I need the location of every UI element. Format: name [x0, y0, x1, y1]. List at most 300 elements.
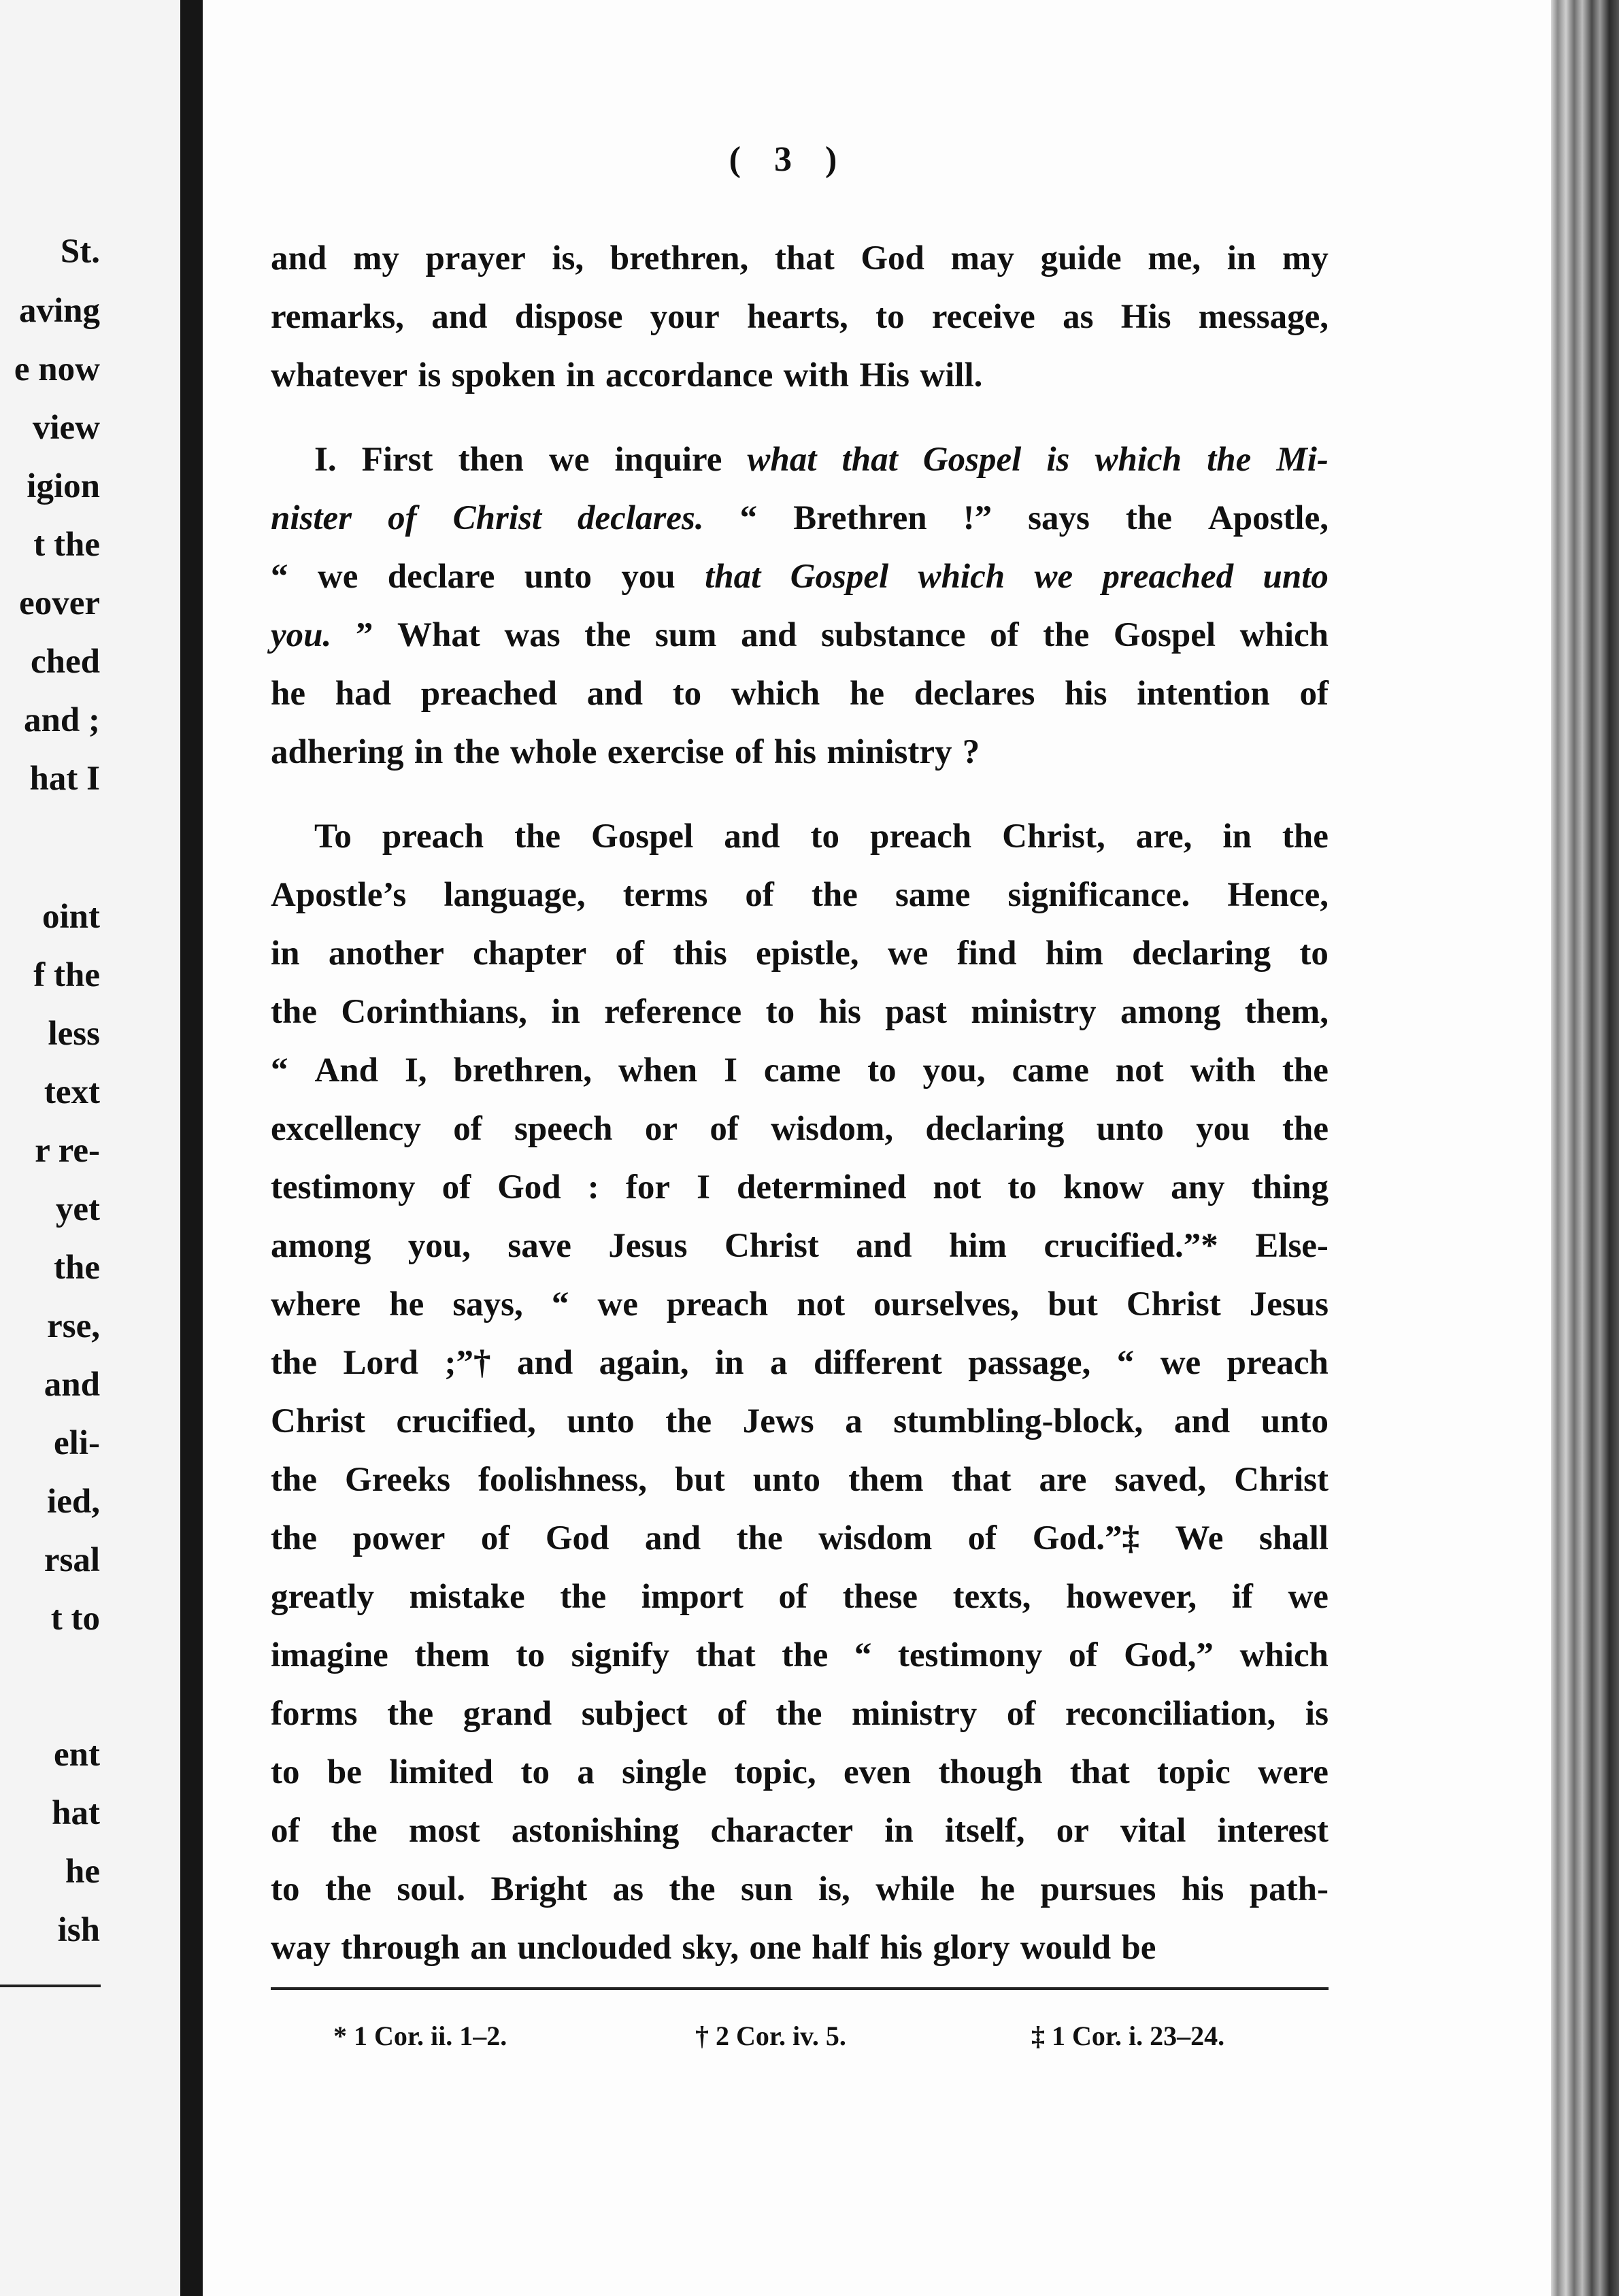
text-line — [271, 288, 1329, 346]
word: of — [717, 1695, 746, 1733]
word: know — [1063, 1168, 1144, 1206]
word: to — [867, 1051, 897, 1090]
word: interest — [1217, 1812, 1329, 1850]
word: Brethren — [793, 499, 927, 537]
word: one — [749, 1929, 801, 1967]
word: again, — [599, 1344, 689, 1382]
text-line — [271, 1158, 1329, 1217]
word: remarks, — [271, 298, 404, 336]
word: preach — [382, 817, 484, 856]
word: of — [441, 1168, 471, 1206]
facing-page-line: he — [65, 1853, 100, 1891]
italic-word: which — [918, 558, 1005, 596]
word: whole — [510, 733, 597, 771]
page-edge — [1551, 0, 1619, 2296]
word: ministry — [827, 733, 952, 771]
word: passage, — [968, 1344, 1091, 1382]
word: the — [271, 993, 317, 1031]
facing-page-line: hat I — [29, 760, 100, 798]
facing-page-line: the — [54, 1249, 100, 1287]
word: God,” — [1124, 1636, 1214, 1674]
facing-page-line: eover — [19, 584, 100, 622]
word: save — [507, 1227, 571, 1265]
word: “ — [854, 1636, 872, 1674]
word: determined — [737, 1168, 907, 1206]
word: brethren, — [610, 239, 749, 277]
word: God.”‡ — [1032, 1519, 1140, 1557]
italic-word: Gospel — [922, 441, 1022, 479]
word: the — [271, 1461, 317, 1499]
text-line — [271, 1392, 1329, 1451]
word: the — [1282, 817, 1329, 856]
word: topic — [1157, 1753, 1231, 1791]
word: to — [520, 1753, 550, 1791]
word: glory — [933, 1929, 1010, 1967]
word: : — [587, 1168, 599, 1206]
word: that — [951, 1461, 1012, 1499]
facing-page-line: eli- — [54, 1424, 100, 1462]
facing-page-line: oint — [41, 898, 100, 936]
word: of — [967, 1519, 997, 1557]
word: the — [811, 876, 858, 914]
word: Jesus — [608, 1227, 688, 1265]
word: to — [875, 298, 905, 336]
word: itself, — [945, 1812, 1025, 1850]
word: declares — [914, 675, 1035, 713]
word: unto — [524, 558, 592, 596]
facing-page-line: f the — [33, 956, 100, 994]
word: “ — [271, 558, 288, 596]
facing-page-line: ish — [57, 1911, 100, 1949]
word: my — [1282, 239, 1329, 277]
word: which — [731, 675, 820, 713]
word: among — [1120, 993, 1221, 1031]
facing-page-line: hat — [52, 1794, 100, 1832]
word: in — [1222, 817, 1252, 856]
word: “ — [271, 1051, 288, 1090]
word: adhering — [271, 733, 404, 771]
italic-word: we — [1034, 558, 1073, 596]
word: and — [741, 616, 797, 654]
text-line — [271, 1685, 1329, 1743]
word: in — [551, 993, 580, 1031]
word: And — [314, 1051, 378, 1090]
word: and — [431, 298, 488, 336]
word: “ — [551, 1285, 569, 1323]
word: his — [880, 1929, 922, 1967]
word: the — [782, 1636, 829, 1674]
word: the — [665, 1402, 712, 1440]
word: past — [885, 993, 947, 1031]
word: foolishness, — [478, 1461, 647, 1499]
word: ;”† — [444, 1344, 491, 1382]
body-text — [271, 229, 1329, 1977]
word: epistle, — [756, 934, 859, 973]
word: will. — [920, 356, 983, 394]
word: is, — [552, 239, 584, 277]
word: you — [621, 558, 675, 596]
word: of — [615, 934, 645, 973]
word: ourselves, — [873, 1285, 1020, 1323]
word: grand — [463, 1695, 552, 1733]
word: an — [470, 1929, 507, 1967]
word: Greeks — [345, 1461, 450, 1499]
word: power — [352, 1519, 446, 1557]
word: To — [314, 817, 352, 856]
word: are, — [1135, 817, 1192, 856]
word: Hence, — [1227, 876, 1329, 914]
word: of — [1006, 1695, 1036, 1733]
word: but — [1048, 1285, 1098, 1323]
facing-page-line: less — [48, 1015, 100, 1053]
word: His — [1120, 298, 1171, 336]
word: the — [514, 817, 561, 856]
facing-page-footnote-rule — [0, 1985, 101, 1987]
text-line — [271, 807, 1329, 866]
word: Christ — [1234, 1461, 1329, 1499]
word: preach — [869, 817, 972, 856]
text-line — [271, 547, 1329, 606]
word: Christ — [724, 1227, 819, 1265]
word: another — [328, 934, 444, 973]
facing-page-line: rsal — [44, 1541, 100, 1579]
footnote-2: † 2 Cor. iv. 5. — [695, 2021, 846, 2051]
word: vital — [1120, 1812, 1186, 1850]
word: preach — [666, 1285, 769, 1323]
word: pursues — [1040, 1870, 1156, 1908]
italic-word: which — [1095, 441, 1182, 479]
word: God — [545, 1519, 610, 1557]
word: ministry — [852, 1695, 978, 1733]
word: way — [271, 1929, 331, 1967]
word: hearts, — [747, 298, 848, 336]
word: as — [1063, 298, 1094, 336]
word: if — [1231, 1578, 1253, 1616]
word: Christ — [1126, 1285, 1221, 1323]
word: preached — [420, 675, 557, 713]
word: receive — [931, 298, 1035, 336]
word: to — [516, 1636, 545, 1674]
word: him — [1045, 934, 1103, 973]
text-line — [271, 1860, 1329, 1919]
text-line — [271, 983, 1329, 1041]
word: Jews — [742, 1402, 814, 1440]
word: topic, — [734, 1753, 816, 1791]
word: prayer — [425, 239, 526, 277]
word: guide — [1040, 239, 1122, 277]
word: in — [566, 356, 595, 394]
word: says — [1028, 499, 1090, 537]
word: Christ, — [1002, 817, 1105, 856]
word: import — [641, 1578, 744, 1616]
word: the — [1282, 1110, 1329, 1148]
word: we — [1288, 1578, 1329, 1616]
word: What — [397, 616, 480, 654]
word: I, — [404, 1051, 427, 1090]
word: in — [271, 934, 300, 973]
word: ? — [962, 733, 980, 771]
word: while — [875, 1870, 955, 1908]
word: shall — [1258, 1519, 1329, 1557]
word: crucified, — [396, 1402, 536, 1440]
facing-page-line: e now — [14, 350, 100, 388]
word: to — [765, 993, 795, 1031]
word: and — [516, 1344, 573, 1382]
word: and — [856, 1227, 912, 1265]
italic-word: is — [1046, 441, 1070, 479]
facing-page-line: and — [44, 1366, 100, 1404]
footnote-rule — [271, 1987, 1329, 1990]
word: we — [887, 934, 929, 973]
word: of — [734, 733, 764, 771]
facing-page-line: igion — [27, 467, 100, 505]
facing-page-line: ied, — [47, 1483, 100, 1521]
word: he — [850, 675, 885, 713]
page-gutter — [180, 0, 203, 2296]
word: significance. — [1007, 876, 1190, 914]
facing-page-line: and ; — [24, 701, 100, 739]
word: is — [418, 356, 441, 394]
word: that — [695, 1636, 756, 1674]
italic-word: the — [1207, 441, 1252, 479]
italic-word: Christ — [452, 499, 542, 537]
word: brethren, — [453, 1051, 592, 1090]
word: God — [861, 239, 924, 277]
facing-page-line: ent — [54, 1736, 100, 1774]
facing-page-line: yet — [55, 1190, 100, 1228]
word: then — [458, 441, 524, 479]
word: inquire — [614, 441, 722, 479]
facing-page-line: rse, — [47, 1307, 100, 1345]
word: unto — [1096, 1110, 1164, 1148]
word: but — [675, 1461, 725, 1499]
word: find — [956, 934, 1017, 973]
word: substance — [820, 616, 966, 654]
word: to — [271, 1870, 300, 1908]
word: the — [271, 1519, 317, 1557]
facing-page-line: aving — [18, 292, 100, 330]
word: !” — [963, 499, 992, 537]
word: them, — [1244, 993, 1329, 1031]
word: most — [408, 1812, 480, 1850]
word: stumbling-block, — [893, 1402, 1144, 1440]
word: God — [497, 1168, 561, 1206]
word: in — [414, 733, 444, 771]
text-line — [271, 346, 1329, 405]
text-line — [271, 664, 1329, 723]
word: as — [612, 1870, 644, 1908]
paragraph-gap — [271, 405, 1329, 430]
word: of — [1299, 675, 1329, 713]
word: of — [1069, 1636, 1098, 1674]
italic-word: nister — [271, 499, 352, 537]
word: I. — [314, 441, 337, 479]
word: the — [1125, 499, 1172, 537]
word: were — [1258, 1753, 1329, 1791]
word: whatever — [271, 356, 408, 394]
text-line — [271, 1041, 1329, 1100]
word: dispose — [514, 298, 623, 336]
word: came — [763, 1051, 841, 1090]
word: excellency — [271, 1110, 421, 1148]
word: and — [724, 817, 780, 856]
word: this — [673, 934, 727, 973]
word: we — [1160, 1344, 1201, 1382]
word: mistake — [409, 1578, 525, 1616]
word: and — [586, 675, 643, 713]
word: Christ — [271, 1402, 365, 1440]
word: or — [1056, 1812, 1089, 1850]
facing-page-fragment — [0, 0, 180, 2296]
word: the — [331, 1812, 378, 1850]
word: the — [1282, 1051, 1329, 1090]
word: exercise — [607, 733, 724, 771]
word: Bright — [490, 1870, 588, 1908]
word: we — [597, 1285, 638, 1323]
text-line — [271, 1334, 1329, 1392]
word: a — [769, 1344, 788, 1382]
word: the — [560, 1578, 607, 1616]
word: ” — [355, 616, 373, 654]
word: terms — [622, 876, 708, 914]
word: testimony — [271, 1168, 416, 1206]
word: crucified.”* — [1044, 1227, 1218, 1265]
word: he — [980, 1870, 1015, 1908]
word: the — [1043, 616, 1090, 654]
word: that — [774, 239, 835, 277]
word: his — [773, 733, 817, 771]
word: a — [845, 1402, 863, 1440]
word: a — [577, 1753, 595, 1791]
word: We — [1175, 1519, 1224, 1557]
text-line — [271, 430, 1329, 489]
word: wisdom, — [771, 1110, 894, 1148]
word: his — [1065, 675, 1107, 713]
word: we — [549, 441, 590, 479]
text-line — [271, 1626, 1329, 1685]
word: was — [504, 616, 561, 654]
word: are — [1039, 1461, 1087, 1499]
word: spoken — [451, 356, 556, 394]
text-line — [271, 606, 1329, 664]
word: unto — [752, 1461, 821, 1499]
text-line — [271, 1451, 1329, 1509]
word: we — [317, 558, 358, 596]
word: of — [480, 1519, 510, 1557]
word: “ — [739, 499, 758, 537]
word: path- — [1249, 1870, 1329, 1908]
word: His — [859, 356, 909, 394]
word: to — [1007, 1168, 1037, 1206]
word: character — [710, 1812, 854, 1850]
text-line — [271, 1217, 1329, 1275]
facing-page-line: t the — [33, 526, 100, 564]
word: and — [1173, 1402, 1231, 1440]
word: among — [271, 1227, 371, 1265]
word: you — [1196, 1110, 1250, 1148]
word: limited — [389, 1753, 494, 1791]
text-line — [271, 1275, 1329, 1334]
word: them — [414, 1636, 490, 1674]
word: you, — [407, 1227, 471, 1265]
italic-word: declares. — [578, 499, 704, 537]
word: even — [843, 1753, 912, 1791]
word: would — [1020, 1929, 1112, 1967]
word: same — [895, 876, 971, 914]
word: the — [387, 1695, 434, 1733]
word: my — [352, 239, 399, 277]
italic-word: you. — [271, 616, 332, 654]
word: says, — [452, 1285, 523, 1323]
word: reference — [604, 993, 742, 1031]
text-line — [271, 1802, 1329, 1860]
italic-word: of — [388, 499, 417, 537]
word: intention — [1137, 675, 1270, 713]
text-line — [271, 1743, 1329, 1802]
word: his — [1181, 1870, 1224, 1908]
word: wisdom — [818, 1519, 933, 1557]
italic-word: Gospel — [790, 558, 889, 596]
word: signify — [571, 1636, 670, 1674]
word: where — [271, 1285, 361, 1323]
word: Corinthians, — [341, 993, 527, 1031]
word: in — [884, 1812, 914, 1850]
word: of — [745, 876, 774, 914]
text-line — [271, 1100, 1329, 1158]
word: or — [644, 1110, 678, 1148]
word: Else- — [1255, 1227, 1329, 1265]
word: I — [724, 1051, 737, 1090]
word: Jesus — [1249, 1285, 1329, 1323]
footnote-1: * 1 Cor. ii. 1–2. — [333, 2021, 507, 2051]
word: of — [453, 1110, 482, 1148]
word: sum — [654, 616, 717, 654]
word: preach — [1226, 1344, 1329, 1382]
italic-word: Mi- — [1276, 441, 1329, 479]
word: accordance — [605, 356, 773, 394]
word: he — [389, 1285, 424, 1323]
word: your — [650, 298, 720, 336]
word: Gospel — [591, 817, 694, 856]
word: unclouded — [517, 1929, 672, 1967]
word: that — [1069, 1753, 1130, 1791]
facing-page-line: r re- — [35, 1132, 100, 1170]
text-line — [271, 924, 1329, 983]
word: language, — [444, 876, 586, 914]
word: for — [625, 1168, 670, 1206]
word: soul. — [397, 1870, 466, 1908]
word: saved, — [1114, 1461, 1207, 1499]
word: is, — [818, 1870, 850, 1908]
italic-word: that — [705, 558, 761, 596]
word: to — [810, 817, 839, 856]
word: him — [948, 1227, 1007, 1265]
word: and — [271, 239, 327, 277]
word: with — [1190, 1051, 1256, 1090]
word: be — [1121, 1929, 1156, 1967]
footnote-3: ‡ 1 Cor. i. 23–24. — [1031, 2021, 1225, 2051]
facing-page-line: text — [44, 1073, 100, 1111]
facing-page-line: view — [32, 409, 100, 447]
word: them — [848, 1461, 924, 1499]
word: astonishing — [511, 1812, 680, 1850]
facing-page-line: t to — [50, 1600, 100, 1638]
word: and — [644, 1519, 701, 1557]
word: First — [361, 441, 433, 479]
word: not — [1115, 1051, 1164, 1090]
italic-word: preached — [1102, 558, 1234, 596]
word: through — [341, 1929, 460, 1967]
